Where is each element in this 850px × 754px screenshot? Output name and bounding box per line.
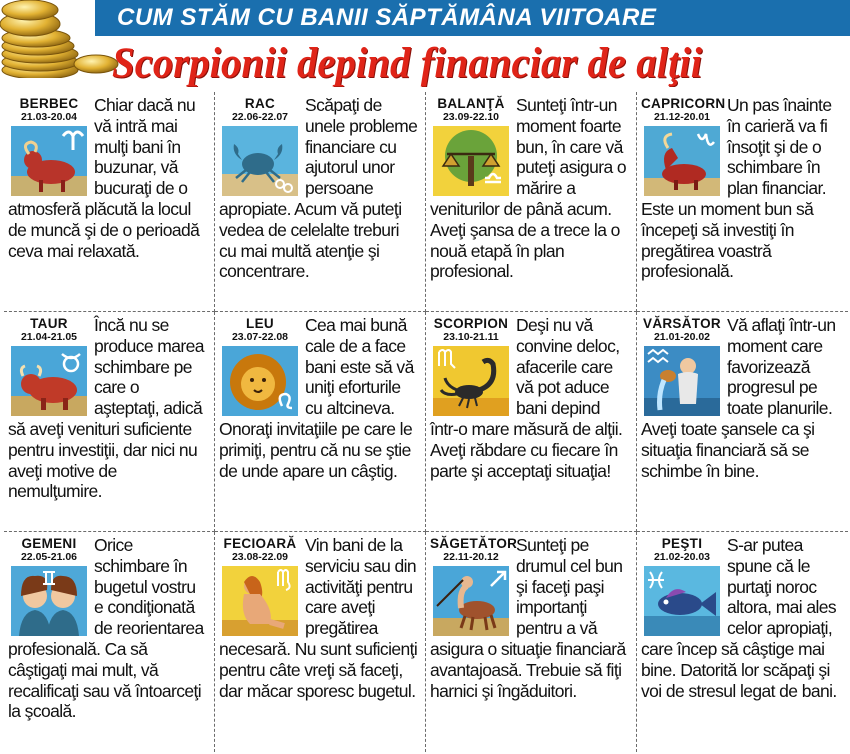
sign-name: RAC xyxy=(244,96,276,111)
aries-ram-icon xyxy=(11,126,87,196)
aquarius-water-bearer-icon xyxy=(644,346,720,416)
sign-card-leu xyxy=(215,312,426,532)
sign-name: VĂRSĂTOR xyxy=(643,316,721,331)
sign-name: CAPRICORN xyxy=(641,96,726,111)
sign-name: BERBEC xyxy=(19,96,79,111)
sign-dates: 21.12-20.01 xyxy=(653,111,711,123)
sign-card-fecioara xyxy=(215,532,426,752)
libra-scales-icon xyxy=(433,126,509,196)
scorpio-scorpion-icon xyxy=(433,346,509,416)
sign-name: FECIOARĂ xyxy=(223,536,297,551)
sign-text: Scăpaţi de unele probleme financiare cu ajutorul unor persoane apropiate. Acum vă puteţi vedea de celelalte treburi cu mai multă atenţie şi concentrare. xyxy=(219,95,418,282)
sign-text: Vin bani de la serviciu sau din activităţi pentru care aveţi pregătirea necesară. Nu sunt suficienţi pentru câte vreţi să faceţi, dar măcar sporesc bugetul. xyxy=(219,535,418,701)
sign-name: TAUR xyxy=(30,316,68,331)
sign-dates: 22.05-21.06 xyxy=(20,551,78,563)
sign-name: SCORPION xyxy=(433,316,509,331)
sagittarius-centaur-icon xyxy=(433,566,509,636)
sign-name: SĂGETĂTOR xyxy=(430,536,518,551)
sign-dates: 23.07-22.08 xyxy=(231,331,289,343)
sign-dates: 21.01-20.02 xyxy=(653,331,711,343)
sign-dates: 23.10-21.11 xyxy=(443,331,499,343)
pisces-fish-icon xyxy=(644,566,720,636)
virgo-maiden-icon xyxy=(222,566,298,636)
sign-text: Deşi nu vă convine deloc, afacerile care vă pot aduce bani depind într-o mare măsură de alţii. Aveţi răbdare cu fiecare în parte şi acceptaţi situaţia! xyxy=(430,315,623,481)
sign-card-balanta xyxy=(426,92,637,312)
sign-dates: 22.11-20.12 xyxy=(443,551,499,563)
capricorn-goat-icon xyxy=(644,126,720,196)
sign-card-capricorn xyxy=(637,92,848,312)
sign-name: GEMENI xyxy=(21,536,77,551)
sign-card-sagetator xyxy=(426,532,637,752)
sign-text: Chiar dacă nu vă intră mai mulţi bani în buzunar, vă bucuraţi de o atmosferă plăcută la locul de muncă şi de o perioadă ceva mai relaxată. xyxy=(8,95,200,261)
sign-dates: 23.09-22.10 xyxy=(442,111,500,123)
sign-text: Încă nu se produce marea schimbare pe care o aşteptaţi, adică să aveţi venituri suficiente pentru investiţii, dar nici nu aveţi motive de nemulţumire. xyxy=(8,315,204,502)
sign-dates: 22.06-22.07 xyxy=(231,111,289,123)
sign-text: Vă aflaţi într-un moment care favorizează progresul pe toate planurile. Aveţi toate şansele ca şi situaţia financiară să se schimbe în bine. xyxy=(641,315,836,481)
cancer-crab-icon xyxy=(222,126,298,196)
sign-card-pesti xyxy=(637,532,848,752)
sign-name: BALANŢĂ xyxy=(437,96,505,111)
headline: Scorpionii depind financiar de alţii xyxy=(112,40,703,87)
sign-card-taur xyxy=(4,312,215,532)
horoscope-grid xyxy=(4,92,848,752)
sign-card-berbec xyxy=(4,92,215,312)
sign-name: LEU xyxy=(246,316,274,331)
gemini-twins-icon xyxy=(11,566,87,636)
sign-text: Cea mai bună cale de a face bani este să vă uniţi eforturile cu altcineva. Onoraţi invitaţiile pe care le primiţi, pentru că nu se ştie de unde apare un câştig. xyxy=(219,315,414,481)
sign-dates: 21.03-20.04 xyxy=(20,111,78,123)
sign-text: Orice schimbare în bugetul vostru e condiţionată de reorientarea profesională. Ca să câştigaţi mai mult, vă recalificaţi sau vă întoarceţi la şcoală. xyxy=(8,535,204,722)
sign-card-scorpion xyxy=(426,312,637,532)
sign-card-varsator xyxy=(637,312,848,532)
sign-text: Un pas înainte în carieră va fi însoţit şi de o schimbare în plan financiar. Este un moment bun să începeţi să investiţi în pregătirea voastră profesională. xyxy=(641,95,832,282)
sign-text: Sunteţi într-un moment foarte bun, în care vă puteţi asigura o mărire a veniturilor de până acum. Aveţi şansa de a trece la o nouă etapă în plan profesional. xyxy=(430,95,627,282)
sign-name: PEŞTI xyxy=(661,536,703,551)
sign-text: Sunteţi pe drumul cel bun şi faceţi paşi importanţi pentru a vă asigura o situaţie financiară avantajoasă. Trebuie să fiţi harnici şi îngăduitori. xyxy=(430,535,626,701)
header-bar-title: CUM STĂM CU BANII SĂPTĂMÂNA VIITOARE xyxy=(117,4,657,31)
sign-dates: 21.04-21.05 xyxy=(20,331,78,343)
sign-card-rac xyxy=(215,92,426,312)
leo-lion-icon xyxy=(222,346,298,416)
sign-dates: 23.08-22.09 xyxy=(231,551,289,563)
taurus-bull-icon xyxy=(11,346,87,416)
header-bar xyxy=(95,0,850,36)
sign-text: S-ar putea spune că le purtaţi noroc altora, mai ales celor apropiaţi, care încep să câştige mai bine. Datorită lor scăpaţi şi voi de stresul legat de bani. xyxy=(641,535,837,701)
sign-card-gemeni xyxy=(4,532,215,752)
sign-dates: 21.02-20.03 xyxy=(653,551,711,563)
